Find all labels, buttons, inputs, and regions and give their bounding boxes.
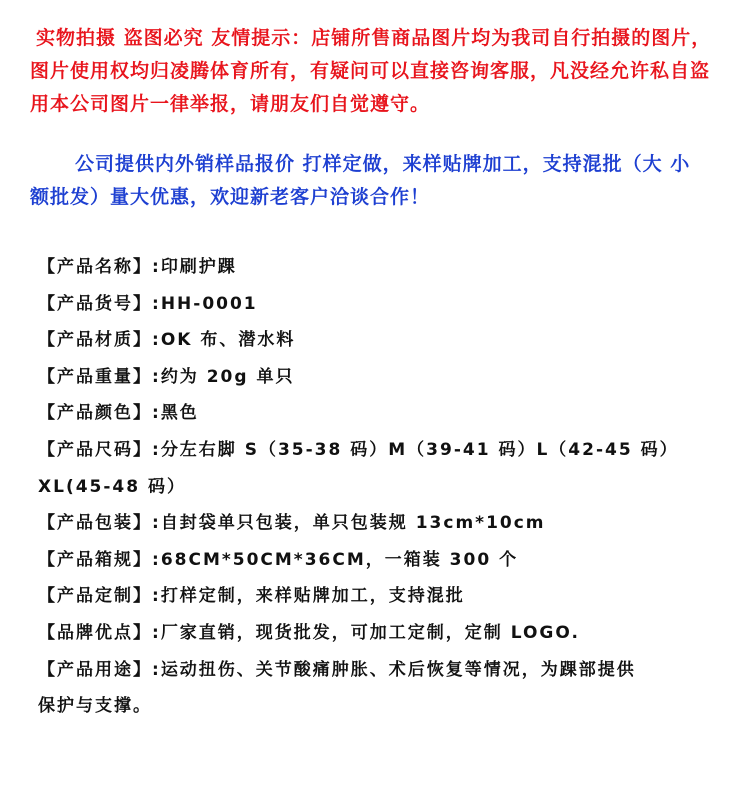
spec-label: 【产品名称】 xyxy=(38,257,152,277)
spec-value: 保护与支撑。 xyxy=(38,696,152,717)
spec-row-name xyxy=(38,249,738,286)
promo-line: 公司提供内外销样品报价 打样定做，来样贴牌加工，支持混批（大 小 xyxy=(75,153,691,175)
spec-value: 自封袋单只包装，单只包装规 13cm*10cm xyxy=(160,513,546,534)
spec-row-size-continued xyxy=(38,469,738,506)
notice-line: 图片使用权均归凌腾体育所有，有疑问可以直接咨询客服，凡没经允许私自盗 xyxy=(30,60,711,82)
spec-label: 【产品材质】 xyxy=(38,330,152,351)
spec-separator: : xyxy=(152,293,161,314)
promo-line: 额批发）量大优惠，欢迎新老客户洽谈合作！ xyxy=(30,186,431,208)
spec-value: 68CM*50CM*36CM，一箱装 300 个 xyxy=(160,549,519,570)
spec-label: 【产品用途】 xyxy=(38,659,152,680)
spec-label: 【产品货号】 xyxy=(38,293,152,314)
spec-value: 分左右脚 S（35-38 码）M（39-41 码）L（42-45 码） xyxy=(160,439,679,460)
spec-value: 印刷护踝 xyxy=(160,257,237,277)
spec-separator: : xyxy=(152,513,161,534)
spec-label: 【产品颜色】 xyxy=(38,403,152,424)
spec-label: 【产品箱规】 xyxy=(38,549,152,570)
spec-label: 【产品定制】 xyxy=(38,586,152,607)
spec-row-advantages xyxy=(38,615,738,652)
spec-separator: : xyxy=(152,330,161,351)
spec-separator: : xyxy=(152,659,161,680)
copyright-notice xyxy=(30,22,730,121)
spec-row-color xyxy=(38,395,738,432)
spec-value: XL(45-48 码） xyxy=(38,476,186,497)
spec-value: 约为 20g 单只 xyxy=(160,366,295,387)
notice-line: 用本公司图片一律举报，请朋友们自觉遵守。 xyxy=(30,93,431,115)
spec-separator: : xyxy=(152,403,161,424)
spec-row-carton xyxy=(38,542,738,579)
spec-separator: : xyxy=(152,586,161,607)
spec-separator: : xyxy=(152,549,161,570)
spec-label: 【产品重量】 xyxy=(38,366,152,387)
spec-row-usage xyxy=(38,652,738,689)
spec-row-item-number xyxy=(38,286,738,323)
spec-row-material xyxy=(38,322,738,359)
product-spec-list xyxy=(38,249,738,725)
spec-row-packaging xyxy=(38,505,738,542)
spec-label: 【品牌优点】 xyxy=(38,622,152,643)
spec-label: 【产品包装】 xyxy=(38,513,152,534)
spec-row-size xyxy=(38,432,738,469)
promo-text xyxy=(30,148,730,214)
spec-value: 打样定制，来样贴牌加工，支持混批 xyxy=(160,586,465,607)
spec-separator: : xyxy=(152,622,161,643)
spec-row-weight xyxy=(38,359,738,396)
spec-value: 黑色 xyxy=(160,403,199,424)
spec-value: 运动扭伤、关节酸痛肿胀、术后恢复等情况，为踝部提供 xyxy=(160,659,636,680)
notice-line: 实物拍摄 盗图必究 友情提示：店铺所售商品图片均为我司自行拍摄的图片， xyxy=(36,27,712,49)
spec-row-customization xyxy=(38,578,738,615)
spec-value: HH-0001 xyxy=(160,293,258,314)
spec-row-usage-continued xyxy=(38,688,738,725)
spec-value: OK 布、潜水料 xyxy=(160,330,296,351)
spec-separator: : xyxy=(152,366,161,387)
spec-separator: : xyxy=(152,439,161,460)
spec-label: 【产品尺码】 xyxy=(38,439,152,460)
spec-value: 厂家直销，现货批发，可加工定制，定制 LOGO. xyxy=(160,622,580,643)
spec-separator: : xyxy=(152,257,161,277)
